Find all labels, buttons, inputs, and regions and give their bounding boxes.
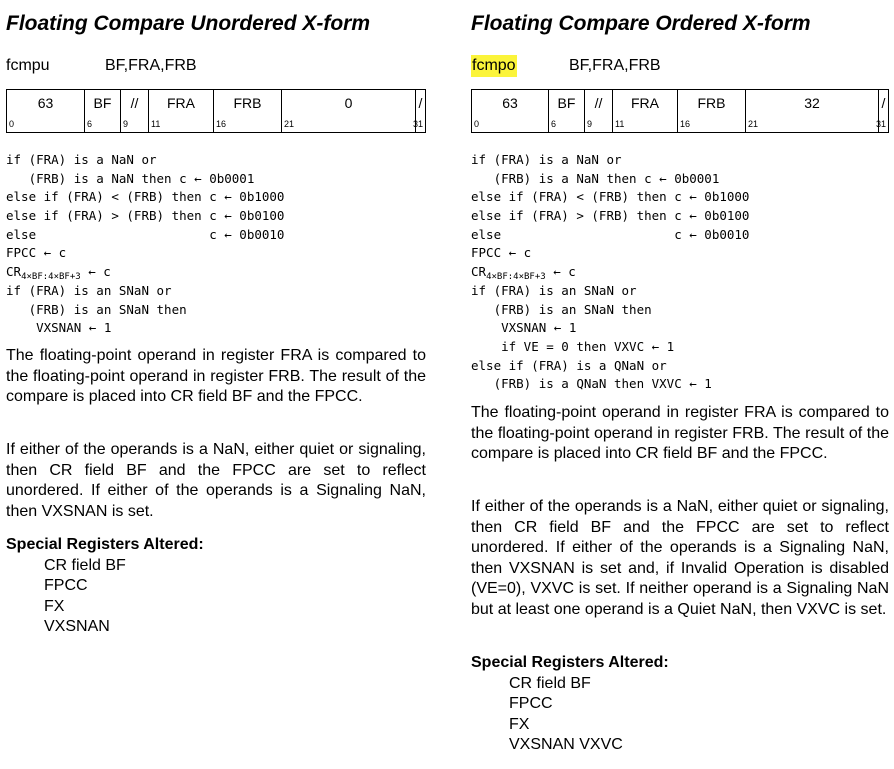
register-item: CR field BF <box>44 556 126 574</box>
register-item: FPCC <box>44 577 88 594</box>
code-line: else if (FRA) > (FRB) then c ← 0b0100 <box>471 208 750 224</box>
code-line: $CR_{4\times BF:4\times BF+3}$ ← c <box>6 264 111 283</box>
field-xo: 0 21 <box>281 90 415 132</box>
field-opcode: 63 0 <box>9 95 54 129</box>
field-bf: BF 6 <box>548 90 584 132</box>
code-line: if (FRA) is an SNaN or <box>6 282 172 298</box>
code-line: else if (FRA) > (FRB) then c ← 0b0100 <box>6 208 285 224</box>
register-item: FX <box>44 597 65 615</box>
code-line: (FRB) is a NaN then c ← 0b0001 <box>471 170 720 186</box>
code-line: (FRB) is a NaN then c ← 0b0001 <box>6 170 255 186</box>
code-line: (FRB) is an SNaN then <box>6 301 187 317</box>
code-line: FPCC ← c <box>6 245 67 261</box>
left-pseudocode <box>6 151 284 338</box>
field-reserved: // 9 <box>120 90 148 132</box>
code-line: if (FRA) is an SNaN or <box>471 282 637 298</box>
code-line: if (FRA) is a NaN or <box>6 152 157 167</box>
field-fra: FRA 11 <box>148 90 213 132</box>
register-item: VXSNAN VXVC <box>509 736 623 753</box>
right-title: Floating Compare Ordered X-form <box>471 12 811 35</box>
left-operands: BF,FRA,FRB <box>105 57 197 74</box>
register-item: FPCC <box>509 695 553 712</box>
field-rc: / 31 <box>878 90 888 132</box>
right-regs-heading: Special Registers Altered: <box>471 654 669 671</box>
field-opcode: 63 0 <box>474 95 518 129</box>
left-instruction-format <box>6 89 426 133</box>
right-instruction-format <box>471 89 889 133</box>
code-line: else c ← 0b0010 <box>6 226 285 242</box>
left-special-registers <box>6 535 204 638</box>
field-frb: FRB 16 <box>213 90 281 132</box>
right-description-1: The floating-point operand in register FRA is compared to the floating-point operand in register FRB. The result of the compare is placed into CR field BF and the FPCC. <box>471 404 889 462</box>
left-description-2: If either of the operands is a NaN, either quiet or signaling, then CR field BF and the FPCC are set to reflect unordered. If either of the operands is a Signaling NaN, then VXSNAN is set. <box>6 441 426 520</box>
code-line: $CR_{4\times BF:4\times BF+3}$ ← c <box>471 264 576 283</box>
code-line: else if (FRA) is a QNaN or <box>471 357 667 373</box>
right-mnemonic-highlighted: fcmpo <box>471 55 517 77</box>
right-pseudocode <box>471 151 749 394</box>
right-description-2: If either of the operands is a NaN, either quiet or signaling, then CR field BF and the FPCC are set to reflect unordered. If either of the operands is a Signaling NaN, then VXSNAN is set and, if Invalid Operation is disabled (VE=0), VXVC is set. If neither operand is a Signaling NaN but at least one operand is a Quiet NaN, then VXVC is set. <box>471 498 889 618</box>
field-bf: BF 6 <box>84 90 120 132</box>
code-line: FPCC ← c <box>471 245 532 261</box>
register-item: FX <box>509 715 530 733</box>
field-rc: / 31 <box>415 90 425 132</box>
code-line: else c ← 0b0010 <box>471 226 750 242</box>
right-operands: BF,FRA,FRB <box>569 57 661 74</box>
code-line: VXSNAN ← 1 <box>471 320 577 336</box>
left-regs-heading: Special Registers Altered: <box>6 536 204 553</box>
code-line: if VE = 0 then VXVC ← 1 <box>471 338 675 354</box>
left-title: Floating Compare Unordered X-form <box>6 12 371 35</box>
field-xo: 32 21 <box>745 90 878 132</box>
register-item: VXSNAN <box>44 618 110 635</box>
right-special-registers <box>471 653 669 756</box>
code-line: else if (FRA) < (FRB) then c ← 0b1000 <box>471 189 750 205</box>
field-reserved: // 9 <box>584 90 612 132</box>
code-line: VXSNAN ← 1 <box>6 320 112 336</box>
left-mnemonic: fcmpu <box>6 57 50 74</box>
field-frb: FRB 16 <box>677 90 745 132</box>
code-line: if (FRA) is a NaN or <box>471 152 622 167</box>
field-fra: FRA 11 <box>612 90 677 132</box>
code-line: (FRB) is a QNaN then VXVC ← 1 <box>471 376 712 392</box>
left-description-1: The floating-point operand in register FRA is compared to the floating-point operand in register FRB. The result of the compare is placed into CR field BF and the FPCC. <box>6 347 426 405</box>
code-line: (FRB) is an SNaN then <box>471 301 652 317</box>
code-line: else if (FRA) < (FRB) then c ← 0b1000 <box>6 189 285 205</box>
register-item: CR field BF <box>509 674 591 692</box>
